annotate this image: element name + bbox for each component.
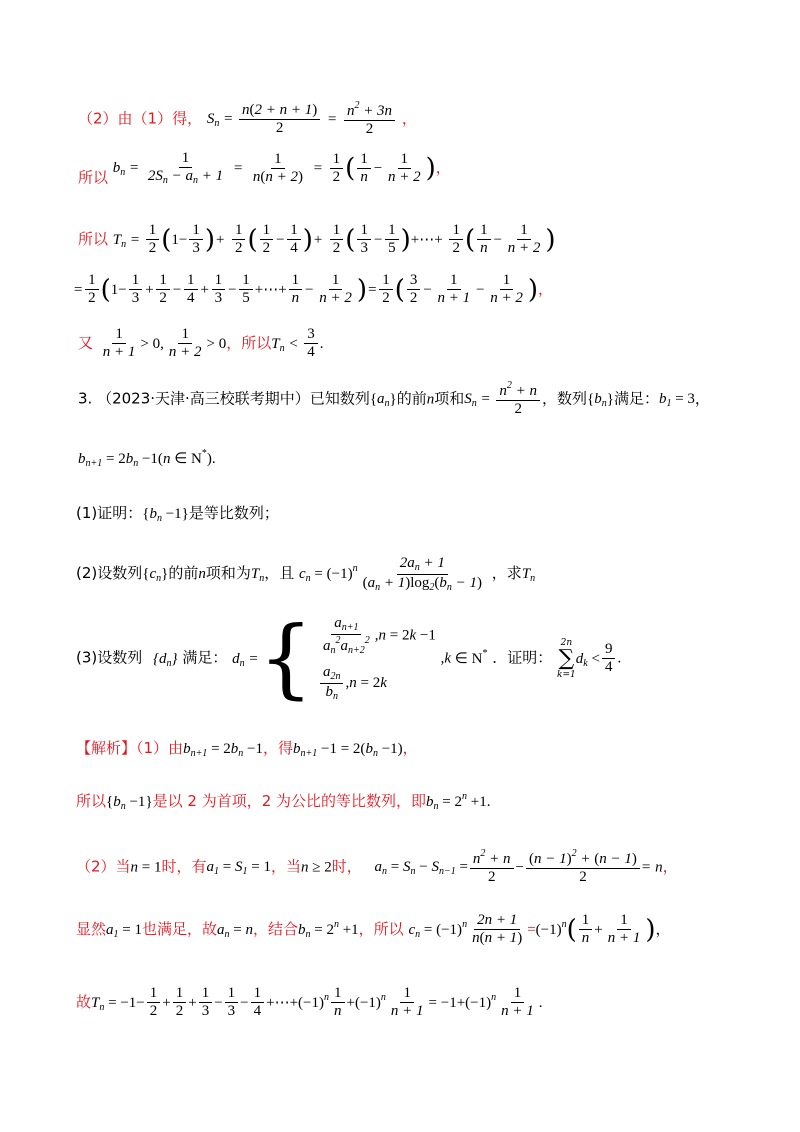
solution-part1-conclusion: 所以$\{b_n -1\}$是以 2 为首项，2 为公比的等比数列，即$b_n = 2^n +1$.	[76, 791, 491, 812]
question-3-recurrence: $b_{n+1} = 2b_n -1(n$ ∈ N*).	[78, 448, 216, 469]
question-3-stem: 3. （2023·天津·高三校联考期中）已知数列$\{a_n\}$的前n项和$S_n$ = $\frac{n^2 + n}{2}$ ，数列$\{b_n\}$满足：$b_1 = 3$，	[78, 380, 710, 418]
solution-part1: 【解析】（1）由$b_{n+1} = 2b_n -1$，得$b_{n+1} -1 = 2(b_n -1)$，	[76, 739, 418, 759]
question-number: 3.	[78, 389, 93, 408]
solution-part2-an: （2）当n = 1时，有$a_1 = S_1 = 1$，当n ≥ 2时， $a_n = S_n - S_{n-1}$ = $\frac{n^2 + n}{2}$ − $\frac{(n - 1)^2 + (n - 1)}{2}$ = n，	[76, 848, 678, 886]
part2-line-bn: 所以 $b_n$ = $\frac{1}{2S_n - a_n + 1}$ = $\frac{1}{n(n + 2)}$ = $\frac{1}{2}$ ( $\frac{1}{n}$ − $\frac{1}{n + 2}$ )，	[78, 150, 451, 187]
question-source: （2023·天津·高三校联考期中）	[97, 389, 310, 408]
part2-line-sn: （2）由（1）得， $S_n$ = $\frac{n(2 + n + 1)}{2}$ = $\frac{n^2 + 3n}{2}$ ，	[78, 100, 417, 138]
part2-line-tn-expand: = $\frac{1}{2}$ (1− $\frac{1}{3}$ + $\frac{1}{2}$ − $\frac{1}{4}$ + $\frac{1}{3}$ − $\frac{1}{5}$ +⋯+ $\frac{1}{n}$ − $\frac{1}{n + 2}$ )= $\frac{1}{2}$ ( $\frac{3}{2}$ − $\frac{1}{n + 1}$ − $\frac{1}{n + 2}$ )，	[73, 272, 554, 307]
question-3-sub1: (1)证明：$\{b_n -1\}$是等比数列；	[76, 504, 279, 524]
solution-part2-tn: 故$T_n = -1-$ $\frac{1}{2}$ + $\frac{1}{2}$ + $\frac{1}{3}$ − $\frac{1}{3}$ − $\frac{1}{4}$ $+\cdots+(-1)^n$ $\frac{1}{n}$ $+(-1)^n$ $\frac{1}{n + 1}$ = $-1+(-1)^n$ $\frac{1}{n + 1}$ .	[76, 985, 543, 1020]
sn-fraction-1: $\frac{n(2 + n + 1)}{2}$	[239, 102, 320, 138]
solution-tag: 【解析】	[76, 739, 137, 757]
part2-line-tn: 所以 $T_n$ = $\frac{1}{2}$ (1− $\frac{1}{3}$ )+ $\frac{1}{2}$ ( $\frac{1}{2}$ − $\frac{1}{4}$ )+ $\frac{1}{2}$ ( $\frac{1}{3}$ − $\frac{1}{5}$ )+⋯+ $\frac{1}{2}$ ( $\frac{1}{n}$ − $\frac{1}{n + 2}$ )	[78, 222, 556, 257]
question-3-sub3: (3)设数列 $\{d_n\}$ 满足： $d_n$ ={ $\frac{a_{n+1}}{a_n^2a_{n+2}^2}$ ,n = 2k −1 $\frac{a_{2n}}{b_n}$ ,n = 2k ,k ∈ N* ．证明： 2n ∑ k=1 $d_k$ < $\frac{9}{4}$ .	[76, 608, 622, 709]
part2-label: （2）由（1）得，	[78, 109, 203, 128]
sn-fraction-2: $\frac{n^2 + 3n}{2}$	[344, 100, 395, 139]
question-3-sub2: (2)设数列$\{c_n\}$的前n项和为$T_n$，且 $c_n = (-1)^n$ $\frac{2a_n + 1}{(a_n + 1)\log_2(b_n - 1)}$ ，求$T_n$	[76, 555, 536, 593]
solution-part2-cn: 显然$a_1 = 1$也满足，故$a_n = n$，结合$b_n = 2^n +1$，所以 $c_n = (-1)^n$ $\frac{2n + 1}{n(n + 1)}$ $=(-1)^n$( $\frac{1}{n}$ + $\frac{1}{n + 1}$ )，	[76, 912, 671, 947]
part2-line-conclusion: 又 $\frac{1}{n + 1}$ > 0, $\frac{1}{n + 2}$ > 0，所以$T_n$ < $\frac{3}{4}$ .	[78, 326, 324, 361]
